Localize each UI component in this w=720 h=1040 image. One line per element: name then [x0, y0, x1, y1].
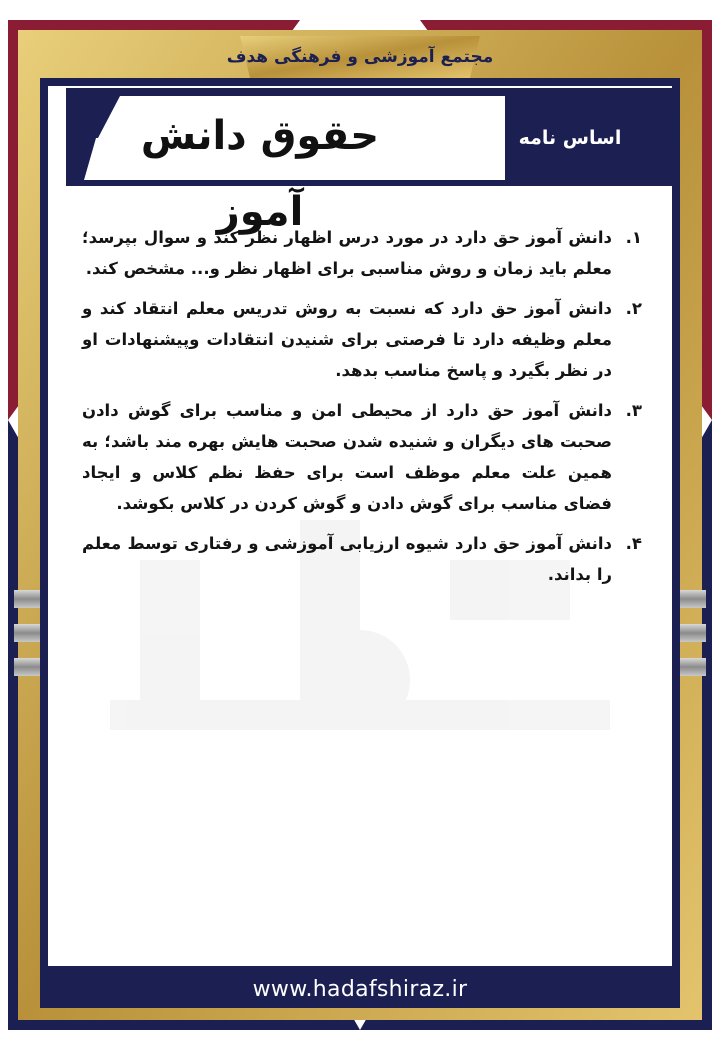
list-item	[82, 222, 642, 284]
item-text: دانش آموز حق دارد شیوه ارزیابی آموزشی و رفتاری توسط معلم را بداند.	[82, 534, 612, 584]
item-text: دانش آموز حق دارد که نسبت به روش تدریس معلم انتقاد کند و معلم وظیفه دارد تا فرصتی برای شنیدن انتقادات وپیشنهادات او در نظر بگیرد و پاسخ مناسب بدهد.	[82, 299, 612, 380]
item-number: ۱.	[625, 228, 642, 247]
page-title: حقوق دانش آموز	[140, 113, 380, 235]
list-item	[82, 528, 642, 590]
page-subtitle: اساس نامه	[518, 127, 622, 149]
organization-name: مجتمع آموزشی و فرهنگی هدف	[226, 47, 494, 67]
rights-list	[82, 222, 642, 922]
list-item	[82, 395, 642, 519]
item-number: ۲.	[625, 299, 642, 318]
item-number: ۳.	[625, 401, 642, 420]
item-number: ۴.	[625, 534, 642, 553]
item-text: دانش آموز حق دارد در مورد درس اظهار نظر کند و سوال بپرسد؛ معلم باید زمان و روش مناسبی برای اظهار نظر و... مشخص کند.	[82, 228, 612, 278]
item-text: دانش آموز حق دارد از محیطی امن و مناسب برای گوش دادن صحبت های دیگران و شنیده شدن صحبت هایش بهره مند باشد؛ به همین علت معلم موظف است برای حفظ نظم کلاس و ایجاد فضای مناسب برای گوش دادن و گوش کردن در کلاس بکوشد.	[82, 401, 612, 513]
website-url[interactable]: www.hadafshiraz.ir	[252, 977, 468, 1002]
list-item	[82, 293, 642, 386]
